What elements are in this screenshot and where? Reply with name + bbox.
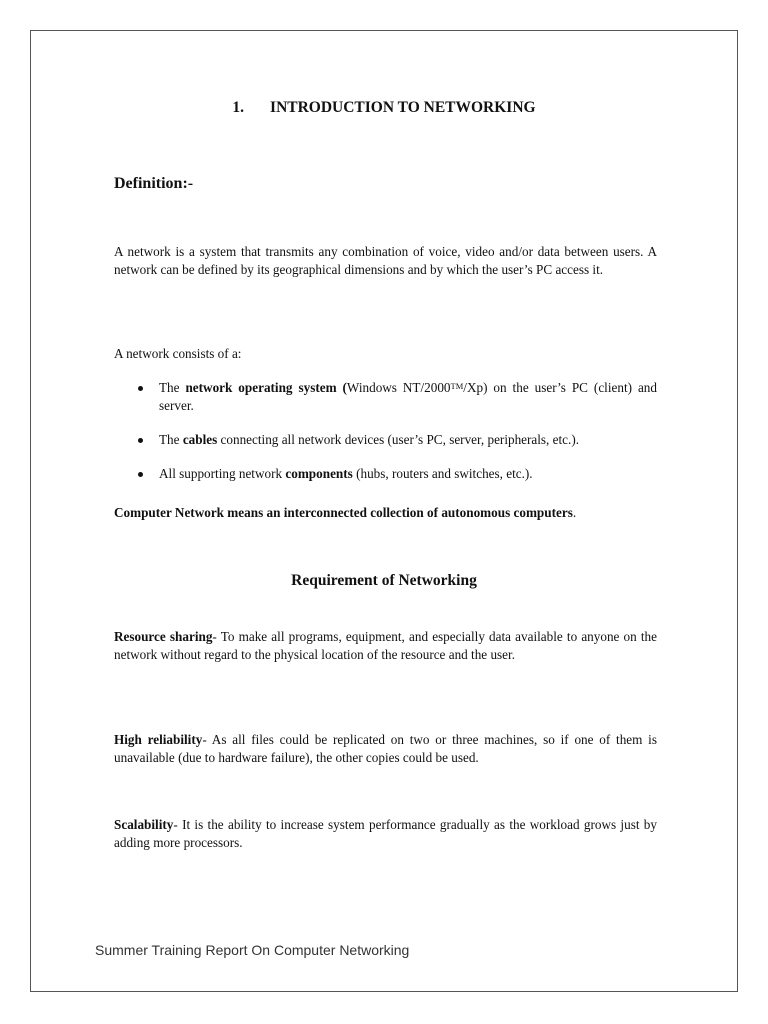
requirement-term: Scalability [114, 817, 174, 832]
bullet-text: (hubs, routers and switches, etc.). [352, 466, 533, 481]
requirement-paragraph [114, 816, 657, 852]
requirement-paragraph [114, 731, 657, 767]
summary-period: . [572, 505, 577, 520]
requirement-term: Resource sharing [114, 629, 213, 644]
section-heading [31, 99, 737, 117]
bullet-dot-icon [138, 472, 143, 477]
definition-paragraph: A network is a system that transmits any combination of voice, video and/or data between users. A network can be defined by its geographical dimensions and by which the user’s PC access it. [114, 244, 657, 277]
definition-heading: Definition:- [114, 175, 194, 192]
bullet-text: Windows NT/2000 [346, 380, 451, 395]
requirements-heading: Requirement of Networking [291, 572, 477, 589]
requirement-term: High reliability [114, 732, 203, 747]
page-footer: Summer Training Report On Computer Networking [95, 942, 410, 958]
bullet-dot-icon [138, 386, 143, 391]
bullet-text: connecting all network devices (user’s PC, server, peripherals, etc.). [217, 432, 580, 447]
section-title: INTRODUCTION TO NETWORKING [270, 99, 536, 116]
consists-intro: A network consists of a: [114, 346, 242, 361]
summary-statement [114, 505, 657, 521]
requirement-text: - To make all programs, equipment, and especially data available to anyone on the network without regard to the physical location of the resource and the user. [114, 629, 657, 662]
list-item [114, 431, 657, 449]
bullet-bold-term: components [285, 466, 353, 481]
bullet-dot-icon [138, 438, 143, 443]
bullet-text: The [159, 380, 186, 395]
summary-bold-text: Computer Network means an interconnected collection of autonomous computers [114, 505, 573, 520]
requirement-text: - As all files could be replicated on two or three machines, so if one of them is unavailable (due to hardware failure), the other copies could be used. [114, 732, 657, 765]
list-item [114, 379, 657, 415]
bullet-list [114, 379, 657, 499]
bullet-text: /Xp) on the user’s PC (client) and server. [159, 380, 657, 413]
requirement-paragraph [114, 628, 657, 664]
bullet-bold-term: network operating system ( [185, 380, 347, 395]
requirement-text: - It is the ability to increase system performance gradually as the workload grows just by adding more processors. [114, 817, 657, 850]
bullet-text: The [159, 432, 183, 447]
trademark-superscript: TM [450, 381, 464, 391]
list-item [114, 465, 657, 483]
bullet-bold-term: cables [182, 432, 218, 447]
section-number: 1. [232, 99, 245, 116]
bullet-text: All supporting network [159, 466, 286, 481]
document-page [30, 30, 738, 992]
